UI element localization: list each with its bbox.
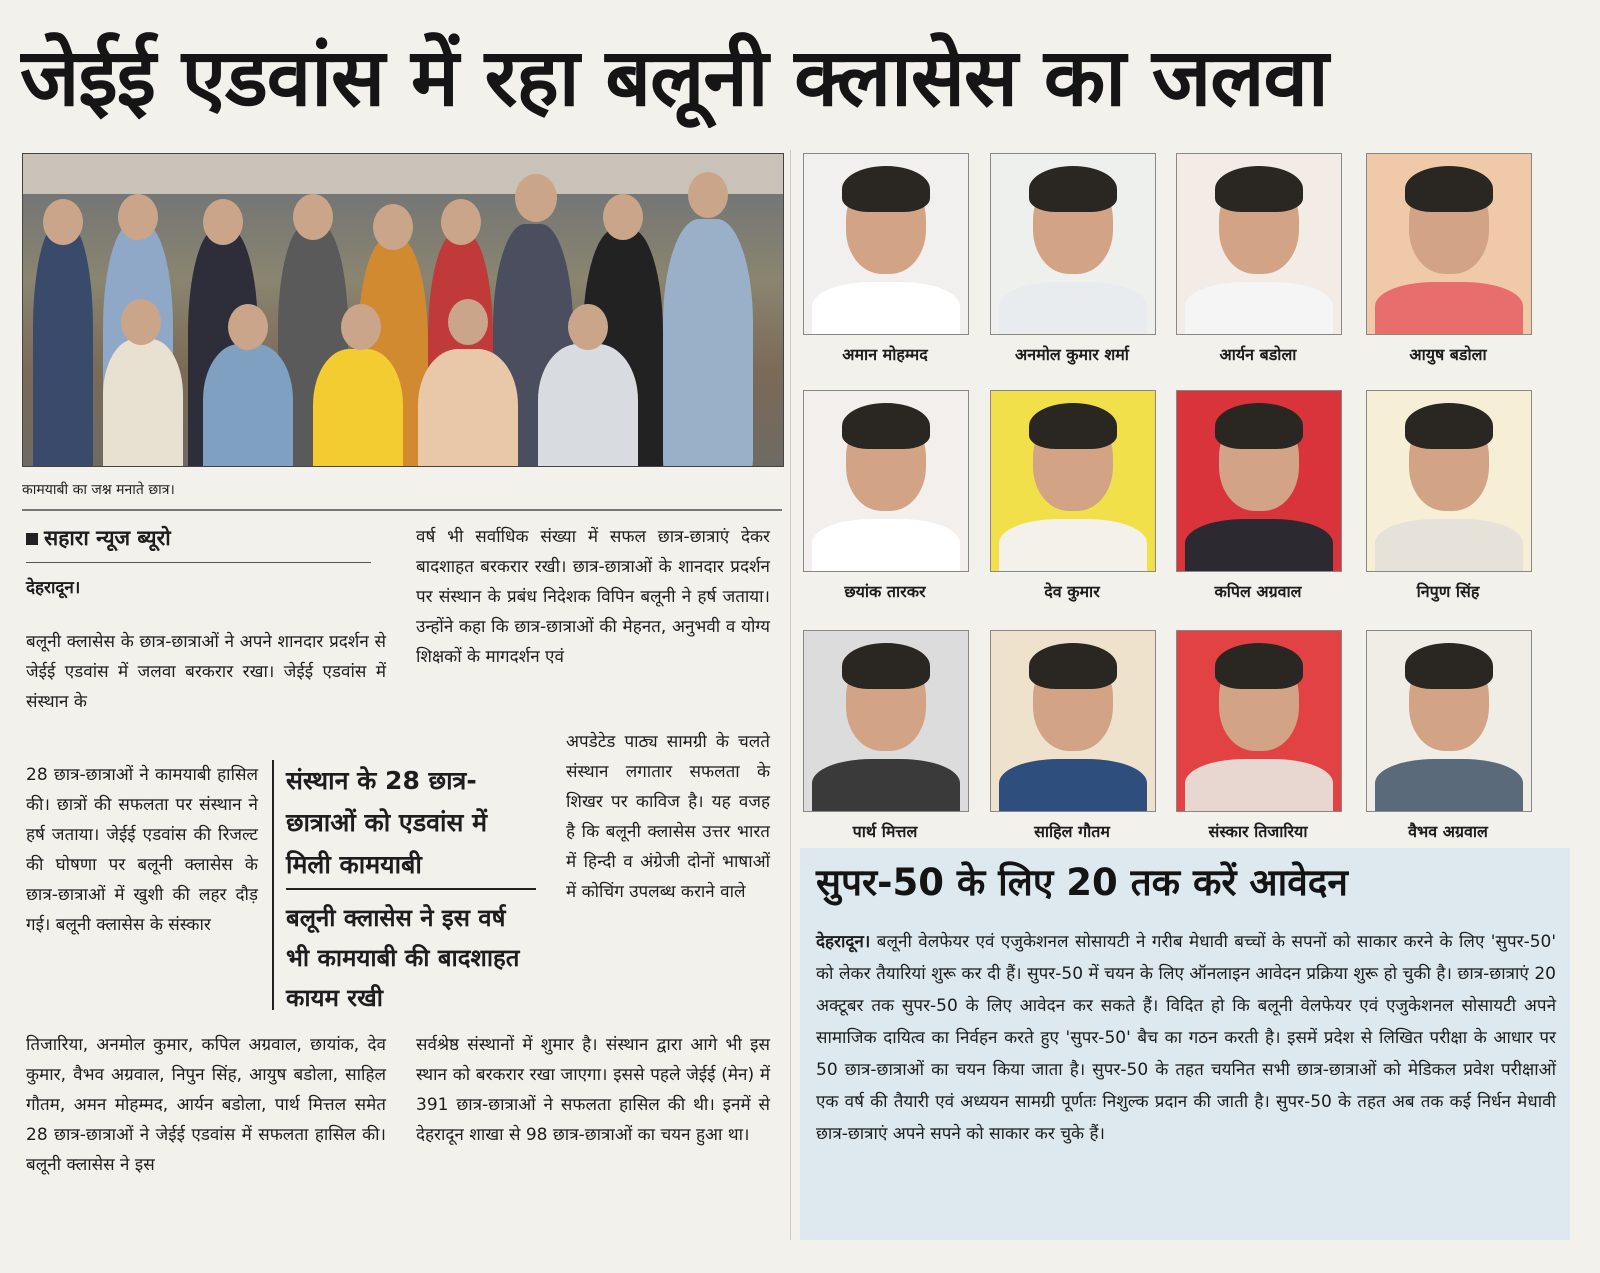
pull-quote-divider xyxy=(286,888,536,890)
student-photo xyxy=(990,153,1156,335)
photo-shirt xyxy=(812,519,960,572)
student-name: संस्कार तिजारिया xyxy=(1208,822,1308,841)
super50-text xyxy=(816,926,1556,1150)
article-paragraph: वर्ष भी सर्वाधिक संख्या में सफल छात्र-छात्राएं देकर बादशाहत बरकरार रखी। छात्र-छात्राओं के शानदार प्रदर्शन पर संस्थान के प्रबंध निदेशक विपिन बलूनी ने हर्ष जताया। उन्होंने कहा कि छात्र-छात्राओं की मेहनत, अनुभवी व योग्य शिक्षकों के मागदर्शन एवं xyxy=(416,527,770,667)
photo-hair xyxy=(1405,166,1493,212)
super50-body: बलूनी वेलफेयर एवं एजुकेशनल सोसायटी ने गरीब मेधावी बच्चों के सपनों को साकार करने के लिए 'सुपर-50' को लेकर तैयारियां शुरू कर दी हैं। सुपर-50 में चयन के लिए ऑनलाइन आवेदन प्रक्रिया शुरू हो चुकी है। छात्र-छात्राएं 20 अक्टूबर तक सुपर-50 के लिए आवेदन कर सकते हैं। विदित हो कि बलूनी वेलफेयर एवं एजुकेशनल सोसायटी अपने सामाजिक दायित्व का निर्वहन करते हुए 'सुपर-50' बैच का गठन करती है। इसमें प्रदेश से लिखित परीक्षा के आधार पर 50 छात्र-छात्राओं का चयन किया जाता है। सुपर-50 के तहत चयनित सभी छात्र-छात्राओं को मेडिकल प्रवेश परीक्षाओं एक वर्ष की तैयारी एवं अध्ययन सामग्री पूर्णतः निशुल्क प्रदान की जाती है। सुपर-50 के तहत अब तक कई निर्धन मेधावी छात्र-छात्राएं अपने सपने को साकार कर चुके हैं। xyxy=(816,932,1557,1144)
photo-hair xyxy=(842,403,930,449)
photo-shirt xyxy=(812,759,960,812)
photo-hair xyxy=(1405,643,1493,689)
byline xyxy=(26,524,371,563)
pull-quote xyxy=(272,760,544,1010)
photo-hair xyxy=(1215,166,1303,212)
student-photo xyxy=(1176,630,1342,812)
pull-quote-primary: संस्थान के 28 छात्र-छात्राओं को एडवांस में मिली कामयाबी xyxy=(286,766,488,879)
column-divider xyxy=(790,150,791,1240)
photo-shirt xyxy=(1185,759,1333,812)
headline: जेईई एडवांस में रहा बलूनी क्लासेस का जलवा xyxy=(20,31,1328,124)
photo-shirt xyxy=(1375,282,1523,335)
photo-hair xyxy=(1029,166,1117,212)
super50-box xyxy=(800,848,1570,1240)
student-name: पार्थ मित्तल xyxy=(852,822,918,841)
photo-banner xyxy=(23,154,783,194)
student-name: देव कुमार xyxy=(1044,582,1100,601)
student-photo xyxy=(1366,153,1532,335)
student-name: आयुष बडोला xyxy=(1409,345,1487,364)
student-photo xyxy=(1176,153,1342,335)
photo-hair xyxy=(842,643,930,689)
photo-hair xyxy=(842,166,930,212)
student-photo xyxy=(1176,390,1342,572)
student-photo xyxy=(803,153,969,335)
photo-shirt xyxy=(1375,759,1523,812)
student-photo xyxy=(1366,390,1532,572)
article-paragraph: अपडेटेड पाठ्य सामग्री के चलते संस्थान लगातार सफलता के शिखर पर काविज है। यह वजह है कि बलूनी क्लासेस उत्तर भारत में हिन्दी व अंग्रेजी दोनों भाषाओं में कोचिंग उपलब्ध कराने वाले xyxy=(566,732,770,902)
super50-title: सुपर-50 के लिए 20 तक करें आवेदन xyxy=(816,861,1348,904)
photo-hair xyxy=(1029,403,1117,449)
student-name: छयांक तारकर xyxy=(844,582,926,601)
photo-shirt xyxy=(1375,519,1523,572)
article-paragraph: तिजारिया, अनमोल कुमार, कपिल अग्रवाल, छायांक, देव कुमार, वैभव अग्रवाल, निपुन सिंह, आयुष बडोला, साहिल गौतम, अमन मोहम्मद, आर्यन बडोला, पार्थ मित्तल समेत 28 छात्र-छात्राओं ने जेईई एडवांस में सफलता हासिल की। बलूनी क्लासेस ने इस xyxy=(26,1035,386,1175)
article-paragraph: सर्वश्रेष्ठ संस्थानों में शुमार है। संस्थान द्वारा आगे भी इस स्थान को बरकरार रखा जाएगा। इससे पहले जेईई (मेन) में 391 छात्र-छात्राओं ने सफलता हासिल की थी। इनमें से देहरादून शाखा से 98 छात्र-छात्राओं का चयन हुआ था। xyxy=(416,1035,770,1145)
student-photo xyxy=(1366,630,1532,812)
photo-hair xyxy=(1215,403,1303,449)
student-photo xyxy=(803,630,969,812)
student-name: साहिल गौतम xyxy=(1034,822,1110,841)
student-photo xyxy=(990,390,1156,572)
photo-shirt xyxy=(1185,519,1333,572)
article-paragraph: बलूनी क्लासेस के छात्र-छात्राओं ने अपने शानदार प्रदर्शन से जेईई एडवांस में जलवा बरकरार रखा। जेईई एडवांस में संस्थान के xyxy=(26,632,386,712)
student-name: अमान मोहम्मद xyxy=(842,345,928,364)
photo-shirt xyxy=(999,759,1147,812)
photo-hair xyxy=(1029,643,1117,689)
photo-shirt xyxy=(1185,282,1333,335)
dateline: देहरादून। xyxy=(26,578,81,598)
student-photo xyxy=(990,630,1156,812)
group-photo xyxy=(22,153,784,467)
student-photo xyxy=(803,390,969,572)
pull-quote-secondary: बलूनी क्लासेस ने इस वर्ष भी कामयाबी की बादशाहत कायम रखी xyxy=(286,904,520,1012)
super50-dateline: देहरादून। xyxy=(816,932,871,952)
photo-hair xyxy=(1215,643,1303,689)
student-name: अनमोल कुमार शर्मा xyxy=(1015,345,1129,364)
article-paragraph: 28 छात्र-छात्राओं ने कामयाबी हासिल की। छात्रों की सफलता पर संस्थान ने हर्ष जताया। जेईई एडवांस की रिजल्ट की घोषणा पर बलूनी क्लासेस के छात्र-छात्राओं में खुशी की लहर दौड़ गई। बलूनी क्लासेस के संस्कार xyxy=(26,765,258,935)
student-name: वैभव अग्रवाल xyxy=(1408,822,1488,841)
student-name: कपिल अग्रवाल xyxy=(1214,582,1302,601)
student-name: निपुण सिंह xyxy=(1416,582,1480,601)
photo-shirt xyxy=(999,519,1147,572)
photo-hair xyxy=(1405,403,1493,449)
byline-text: सहारा न्यूज ब्यूरो xyxy=(44,526,171,550)
student-name: आर्यन बडोला xyxy=(1219,345,1297,364)
photo-shirt xyxy=(999,282,1147,335)
photo-caption: कामयाबी का जश्न मनाते छात्र। xyxy=(22,480,782,511)
photo-shirt xyxy=(812,282,960,335)
